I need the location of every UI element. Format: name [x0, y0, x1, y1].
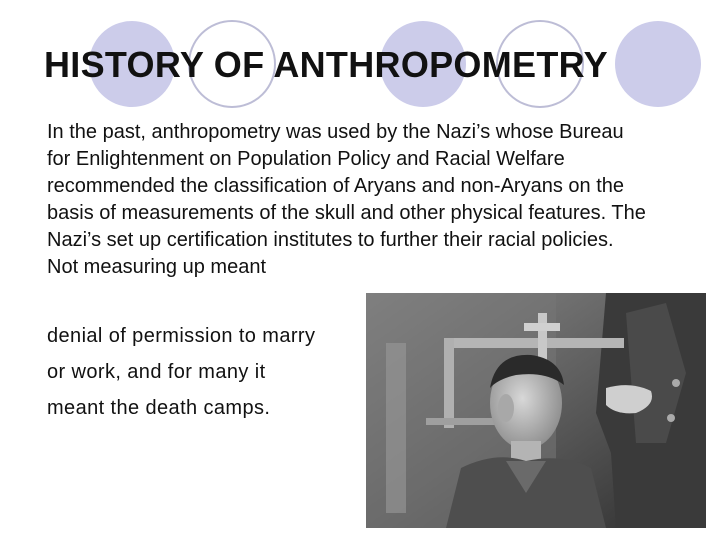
body-line: denial of permission to marry: [47, 325, 316, 347]
body-paragraph: In the past, anthropometry was used by the Nazi’s whose Bureau for Enlightenment on Population Policy and Racial Welfare recommended the classification of Aryans and non-Aryans on the basis of measurements of the skull and other physical features. The Nazi’s set up certification institutes to further their racial policies. Not measuring up meant: [47, 121, 646, 278]
body-line: or work, and for many it: [47, 361, 266, 383]
body-line: meant the death camps.: [47, 397, 271, 419]
deco-circle: [615, 21, 701, 107]
slide-title: HISTORY OF ANTHROPOMETRY: [44, 44, 608, 85]
slide-body: [47, 119, 647, 281]
historical-photo: [366, 293, 706, 528]
